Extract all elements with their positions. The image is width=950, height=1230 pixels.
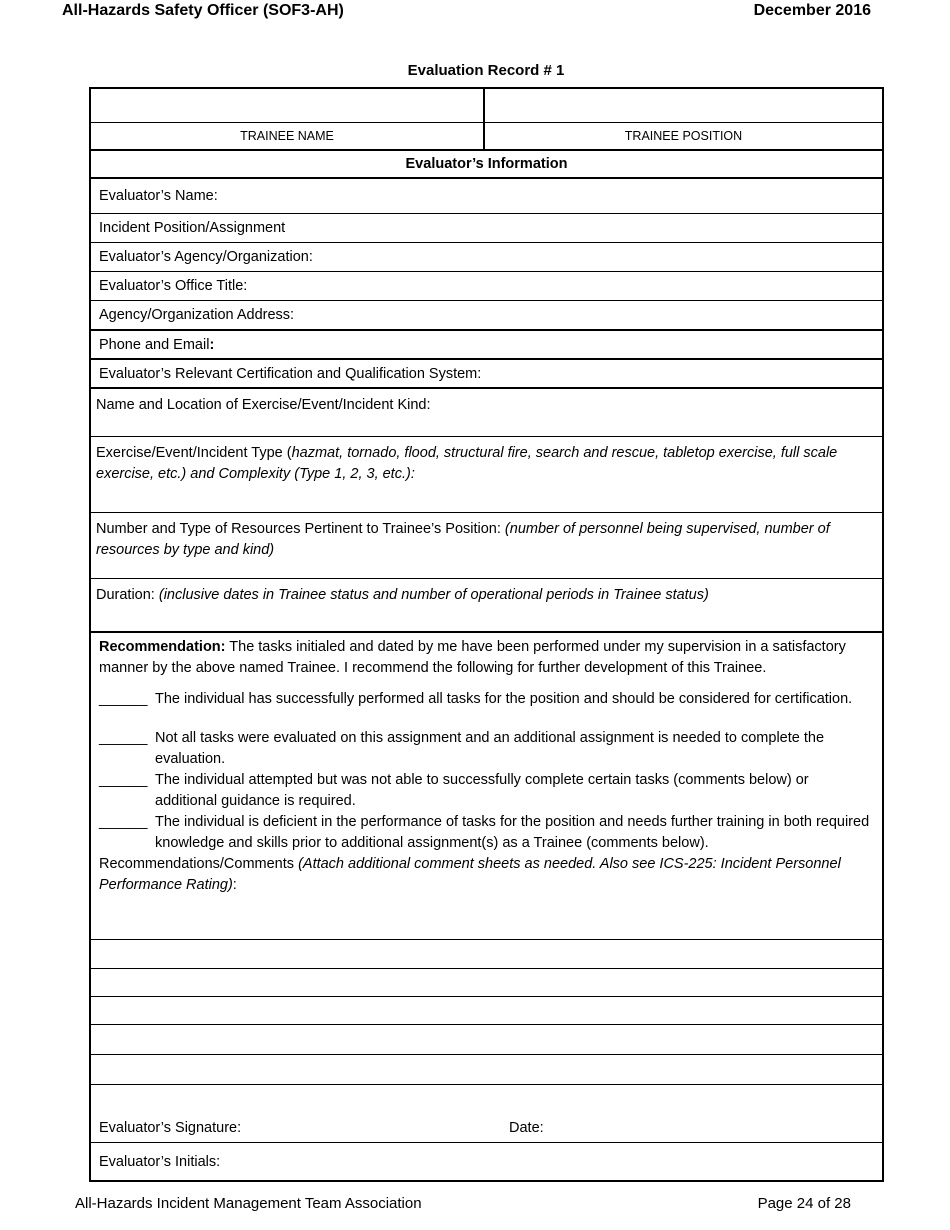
- resources-hint: (number of personnel being supervised, number of resources by type and kind): [96, 521, 830, 558]
- duration-label: Duration:: [96, 587, 159, 603]
- comment-line[interactable]: [91, 1055, 882, 1085]
- option-initial-blank[interactable]: ______: [99, 772, 148, 788]
- incident-position-field[interactable]: [91, 214, 882, 243]
- recommendation-option: [99, 689, 874, 710]
- trainee-name-field[interactable]: [91, 89, 485, 122]
- comments-colon: :: [232, 877, 237, 893]
- trainee-position-field[interactable]: [485, 89, 882, 122]
- agency-field[interactable]: [91, 243, 882, 272]
- recommendation-option: [99, 770, 874, 812]
- document-header-date: December 2016: [753, 2, 871, 19]
- duration-field[interactable]: [91, 579, 882, 633]
- recommendation-option: [99, 812, 874, 854]
- exercise-name-location-field[interactable]: [91, 389, 882, 437]
- signature-row: [91, 1085, 882, 1143]
- comment-line[interactable]: [91, 969, 882, 997]
- option-initial-blank[interactable]: ______: [99, 814, 148, 830]
- phone-email-field[interactable]: [91, 331, 882, 360]
- footer-organization: All-Hazards Incident Management Team Association: [75, 1195, 422, 1212]
- trainee-name-label: TRAINEE NAME: [91, 123, 485, 149]
- page-title: Evaluation Record # 1: [407, 62, 565, 79]
- document-header-title: All-Hazards Safety Officer (SOF3-AH): [62, 2, 344, 19]
- evaluation-form: [89, 87, 884, 1182]
- comments-hint: (Attach additional comment sheets as needed. Also see ICS-225: Incident Personnel Performance Rating): [99, 856, 841, 893]
- recommendation-option: [99, 728, 874, 770]
- certification-field[interactable]: [91, 360, 882, 389]
- initials-label: Evaluator’s Initials:: [99, 1153, 221, 1170]
- agency-label: Evaluator’s Agency/Organization:: [99, 249, 313, 265]
- incident-position-label: Incident Position/Assignment: [99, 220, 286, 236]
- resources-label: Number and Type of Resources Pertinent to Trainee’s Position:: [96, 521, 505, 537]
- evaluator-section-title: Evaluator’s Information: [91, 151, 882, 179]
- trainee-position-label: TRAINEE POSITION: [624, 129, 743, 143]
- trainee-fill-row: [91, 89, 882, 123]
- option-initial-blank[interactable]: ______: [99, 691, 148, 707]
- certification-label: Evaluator’s Relevant Certification and Qualification System:: [99, 365, 482, 382]
- resources-field[interactable]: [91, 513, 882, 579]
- office-title-field[interactable]: [91, 272, 882, 301]
- recommendation-heading: Recommendation:: [99, 639, 226, 655]
- exercise-type-field[interactable]: [91, 437, 882, 513]
- address-label: Agency/Organization Address:: [99, 307, 295, 323]
- comment-line[interactable]: [91, 940, 882, 969]
- exercise-type-label: Exercise/Event/Incident Type (: [96, 445, 292, 461]
- comments-label: Recommendations/Comments: [99, 856, 299, 872]
- option-text: The individual attempted but was not able to successfully complete certain tasks (comments below) or additional guidance is required.: [155, 772, 809, 809]
- option-text: Not all tasks were evaluated on this assignment and an additional assignment is needed to complete the evaluation.: [155, 730, 825, 767]
- recommendation-section: [91, 633, 882, 940]
- phone-email-label: Phone and Email: [99, 336, 210, 353]
- option-initial-blank[interactable]: ______: [99, 730, 148, 746]
- address-field[interactable]: [91, 301, 882, 331]
- office-title-label: Evaluator’s Office Title:: [99, 278, 248, 294]
- phone-email-colon: :: [209, 336, 215, 353]
- evaluator-name-field[interactable]: [91, 179, 882, 214]
- duration-hint: (inclusive dates in Trainee status and number of operational periods in Trainee status): [158, 587, 709, 603]
- option-text: The individual has successfully performed all tasks for the position and should be considered for certification.: [155, 691, 853, 707]
- evaluator-name-label: Evaluator’s Name:: [99, 188, 218, 204]
- page-number: Page 24 of 28: [757, 1195, 851, 1212]
- exercise-name-location-label: Name and Location of Exercise/Event/Incident Kind:: [96, 397, 431, 413]
- comment-line[interactable]: [91, 1025, 882, 1055]
- date-field[interactable]: Date:: [509, 1120, 544, 1136]
- recommendation-paragraph: [99, 637, 874, 679]
- comments-instruction: [99, 854, 874, 896]
- comment-line[interactable]: [91, 997, 882, 1025]
- option-text: The individual is deficient in the performance of tasks for the position and needs further training in both required knowledge and skills prior to additional assignment(s) as a Trainee (comments below).: [155, 814, 870, 851]
- signature-field[interactable]: Evaluator’s Signature:: [99, 1120, 242, 1136]
- initials-field[interactable]: [91, 1143, 882, 1180]
- exercise-type-hint: hazmat, tornado, flood, structural fire, search and rescue, tabletop exercise, full scale exercise, etc.) and Complexity (Type 1, 2, 3, etc.):: [96, 445, 838, 482]
- recommendation-text: The tasks initialed and dated by me have been performed under my supervision in a satisfactory manner by the above named Trainee. I recommend the following for further development of this Trainee.: [99, 639, 846, 676]
- trainee-label-row: [91, 123, 882, 151]
